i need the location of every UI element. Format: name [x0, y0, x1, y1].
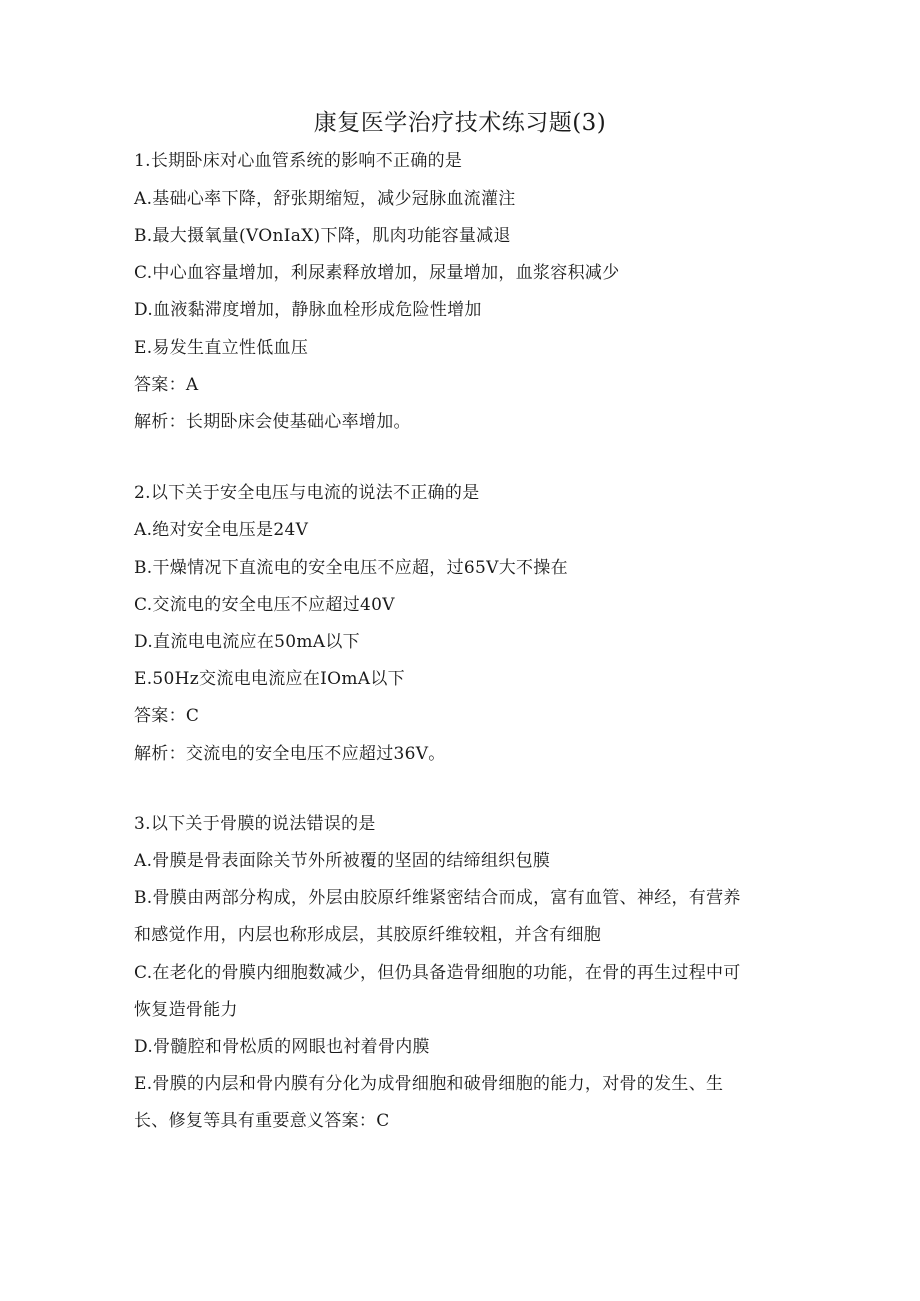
question-2-answer: 答案：C	[134, 706, 200, 726]
question-3-option-d: D.骨髓腔和骨松质的网眼也衬着骨内膜	[134, 1037, 430, 1057]
question-1-option-a: A.基础心率下降，舒张期缩短，减少冠脉血流灌注	[134, 189, 516, 209]
question-3-option-c: C.在老化的骨膜内细胞数减少，但仍具备造骨细胞的功能，在骨的再生过程中可	[134, 963, 741, 983]
question-1-option-c: C.中心血容量增加，利尿素释放增加，尿量增加，血浆容积减少	[134, 263, 620, 283]
question-3-option-c-cont: 恢复造骨能力	[134, 1000, 238, 1020]
question-3-option-a: A.骨膜是骨表面除关节外所被覆的坚固的结缔组织包膜	[134, 851, 551, 871]
question-2-stem: 2.以下关于安全电压与电流的说法不正确的是	[134, 483, 480, 503]
question-2-option-c: C.交流电的安全电压不应超过40V	[134, 595, 395, 615]
question-1-option-e: E.易发生直立性低血压	[134, 338, 309, 358]
question-2-option-b: B.干燥情况下直流电的安全电压不应超，过65V大不操在	[134, 558, 568, 578]
question-1-analysis: 解析：长期卧床会使基础心率增加。	[134, 412, 411, 432]
question-3-option-e: E.骨膜的内层和骨内膜有分化为成骨细胞和破骨细胞的能力，对骨的发生、生	[134, 1074, 724, 1094]
page-title: 康复医学治疗技术练习题(3)	[313, 110, 607, 136]
question-1-stem: 1.长期卧床对心血管系统的影响不正确的是	[134, 151, 463, 171]
question-3-option-e-cont-answer: 长、修复等具有重要意义答案：C	[134, 1111, 390, 1131]
question-1-option-d: D.血液黏滞度增加，静脉血栓形成危险性增加	[134, 300, 482, 320]
question-3-option-b-cont: 和感觉作用，内层也称形成层，其胶原纤维较粗，并含有细胞	[134, 925, 602, 945]
question-2-option-a: A.绝对安全电压是24V	[134, 520, 309, 540]
question-2-option-e: E.50Hz交流电电流应在IOmA以下	[134, 669, 405, 689]
question-3-option-b: B.骨膜由两部分构成，外层由胶原纤维紧密结合而成，富有血管、神经，有营养	[134, 888, 741, 908]
question-3-stem: 3.以下关于骨膜的说法错误的是	[134, 814, 376, 834]
question-2-option-d: D.直流电电流应在50mA以下	[134, 632, 360, 652]
question-1-option-b: B.最大摄氧量(VOnIaX)下降，肌肉功能容量减退	[134, 226, 511, 246]
question-2-analysis: 解析：交流电的安全电压不应超过36V。	[134, 744, 446, 764]
question-1-answer: 答案：A	[134, 375, 199, 395]
